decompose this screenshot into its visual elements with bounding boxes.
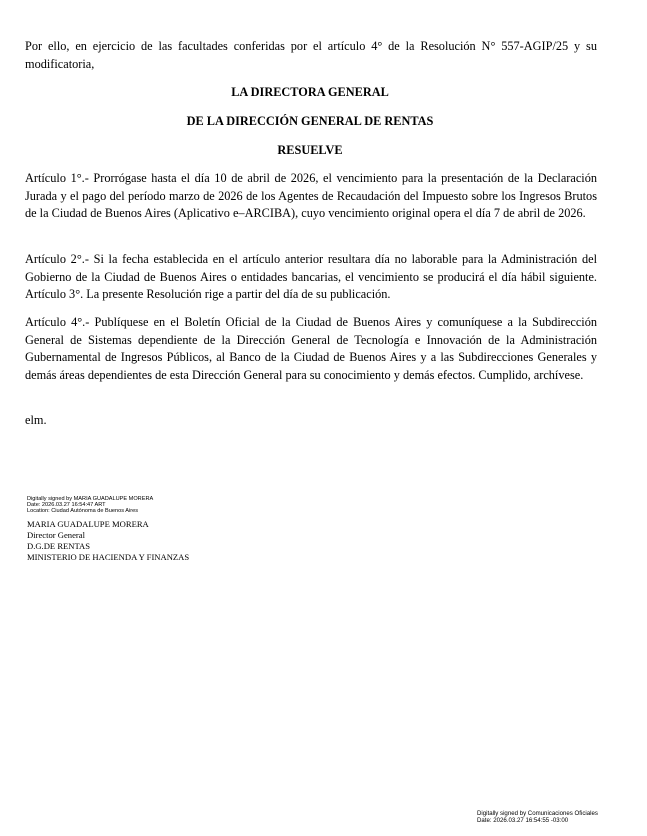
- heading-direccion-rentas: DE LA DIRECCIÓN GENERAL DE RENTAS: [186, 114, 434, 128]
- signature-date: Date: 2026.03.27 16:54:47 ART: [27, 502, 106, 508]
- signer-ministry: MINISTERIO DE HACIENDA Y FINANZAS: [27, 552, 190, 562]
- official-signature-date: Date: 2026.03.27 16:54:55 -03:00: [477, 817, 569, 824]
- article-4-paragraph: Artículo 4°.- Publíquese en el Boletín Oficial de la Ciudad de Buenos Aires y comuníquese a la Subdirección General de Sistemas dependiente de la Dirección General de Tecnología e Innovación de la Administración Gubernamental de Ingresos Públicos, al Banco de la Ciudad de Buenos Aires y a las Subdirecciones Generales y demás áreas dependientes de esta Dirección General para su conocimiento y demás efectos. Cumplido, archívese.: [25, 315, 597, 382]
- signer-office: D.G.DE RENTAS: [27, 541, 91, 551]
- signer-title: Director General: [27, 530, 85, 540]
- heading-resuelve: RESUELVE: [277, 143, 343, 157]
- official-signature-signed-by: Digitally signed by Comunicaciones Oficiales: [477, 810, 598, 817]
- heading-directora-general: LA DIRECTORA GENERAL: [231, 85, 389, 99]
- article-2-paragraph: Artículo 2°.- Si la fecha establecida en el artículo anterior resultara día no laborable para la Administración del Gobierno de la Ciudad de Buenos Aires o entidades bancarias, el vencimiento se producirá el día hábil siguiente. Artículo 3°. La presente Resolución rige a partir del día de su publicación.: [25, 252, 597, 301]
- intro-paragraph: Por ello, en ejercicio de las facultades conferidas por el artículo 4° de la Resolución N° 557-AGIP/25 y su modificatoria,: [25, 39, 597, 71]
- signature-location: Location: Ciudad Autónoma de Buenos Aires: [27, 508, 139, 514]
- signer-name: MARIA GUADALUPE MORERA: [27, 519, 149, 529]
- initials: elm.: [25, 413, 47, 427]
- signature-signed-by: Digitally signed by MARIA GUADALUPE MORERA: [27, 496, 154, 502]
- article-1-paragraph: Artículo 1°.- Prorrógase hasta el día 10 de abril de 2026, el vencimiento para la presentación de la Declaración Jurada y el pago del período marzo de 2026 de los Agentes de Recaudación del Impuesto sobre los Ingresos Brutos de la Ciudad de Buenos Aires (Aplicativo e–ARCIBA), cuyo vencimiento original opera el día 7 de abril de 2026.: [25, 171, 597, 220]
- official-signature-block: [477, 810, 598, 824]
